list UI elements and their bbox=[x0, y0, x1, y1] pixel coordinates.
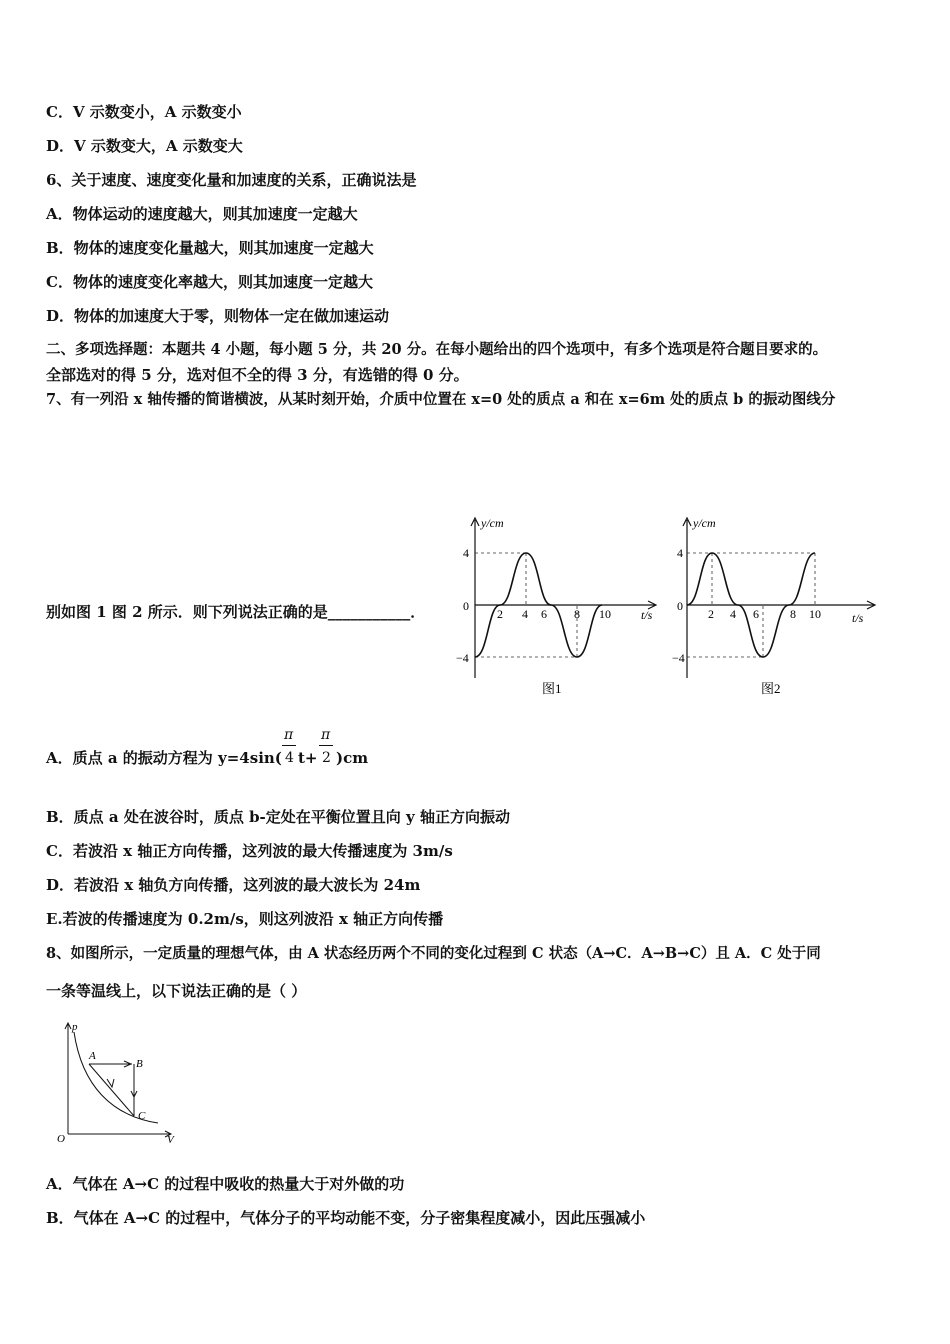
question-7: 7、有一列沿 x 轴传播的简谐横波，从某时刻开始，介质中位置在 x=0 处的质点 a 和在 x=6m 处的质点 b 的振动图线分 bbox=[46, 391, 836, 408]
option-b-q7: B．质点 a 处在波谷时，质点 b-定处在平衡位置且向 y 轴正方向振动 bbox=[46, 808, 510, 826]
option-b-q8: B．气体在 A→C 的过程中，气体分子的平均动能不变，分子密集程度减小，因此压强减小 bbox=[46, 1209, 646, 1227]
graph1-xtick-4: 4 bbox=[522, 607, 528, 621]
graph1-ytick-4: 4 bbox=[463, 546, 469, 560]
option-b-q6: B．物体的速度变化量越大，则其加速度一定越大 bbox=[46, 239, 374, 257]
question-6: 6、关于速度、速度变化量和加速度的关系，正确说法是 bbox=[46, 171, 417, 189]
graph2-ylabel: y/cm bbox=[693, 516, 716, 530]
pv-origin: O bbox=[57, 1133, 65, 1145]
option-a-q6: A．物体运动的速度越大，则其加速度一定越大 bbox=[46, 205, 358, 223]
frac2-bar bbox=[319, 745, 333, 746]
graph2-xlabel: t/s bbox=[852, 611, 864, 625]
option-a-q7-t: t+ bbox=[298, 749, 318, 767]
graph2-xtick-6: 6 bbox=[753, 607, 759, 621]
graph1-xtick-2: 2 bbox=[497, 607, 503, 621]
option-e-q7: E.若波的传播速度为 0.2m/s，则这列波沿 x 轴正方向传播 bbox=[46, 910, 444, 928]
option-c-q7: C．若波沿 x 轴正方向传播，这列波的最大传播速度为 3m/s bbox=[46, 842, 453, 860]
option-a-q8: A．气体在 A→C 的过程中吸收的热量大于对外做的功 bbox=[46, 1175, 405, 1193]
pv-axis-v: V bbox=[167, 1134, 174, 1146]
vibration-graph-2 bbox=[672, 512, 882, 704]
graph2-ytick-neg4: −4 bbox=[672, 651, 685, 665]
section-scoring: 全部选对的得 5 分，选对但不全的得 3 分，有选错的得 0 分。 bbox=[46, 366, 469, 384]
section-header: 二、多项选择题：本题共 4 小题，每小题 5 分，共 20 分。在每小题给出的四个选项中，有多个选项是符合题目要求的。 bbox=[46, 341, 828, 358]
question-8-cont: 一条等温线上，以下说法正确的是（ ） bbox=[46, 982, 307, 1000]
graph2-xtick-2: 2 bbox=[708, 607, 714, 621]
pv-point-a: A bbox=[89, 1050, 96, 1062]
frac2-denominator: 2 bbox=[322, 750, 331, 766]
pv-point-c: C bbox=[138, 1110, 146, 1122]
option-d-q7: D．若波沿 x 轴负方向传播，这列波的最大波长为 24m bbox=[46, 876, 421, 894]
graph1-caption: 图1 bbox=[542, 681, 562, 696]
graph2-xtick-4: 4 bbox=[730, 607, 736, 621]
frac1-numerator: π bbox=[284, 727, 294, 743]
graph1-xtick-10: 10 bbox=[599, 607, 611, 621]
graph1-xtick-8: 8 bbox=[574, 607, 580, 621]
graph2-caption: 图2 bbox=[761, 681, 781, 696]
option-a-q7-prefix: A．质点 a 的振动方程为 y=4sin( bbox=[46, 749, 282, 767]
pv-axis-p: p bbox=[72, 1021, 78, 1033]
graph1-ytick-0: 0 bbox=[463, 599, 469, 613]
vibration-graph-1 bbox=[455, 512, 670, 704]
option-d-q5: D．V 示数变大，A 示数变大 bbox=[46, 137, 243, 155]
graph1-xtick-6: 6 bbox=[541, 607, 547, 621]
option-a-q7-suffix: )cm bbox=[336, 749, 369, 767]
pv-point-b: B bbox=[136, 1058, 143, 1070]
graph1-ylabel: y/cm bbox=[481, 516, 504, 530]
graph1-ytick-neg4: −4 bbox=[456, 651, 469, 665]
option-c-q6: C．物体的速度变化率越大，则其加速度一定越大 bbox=[46, 273, 373, 291]
graph2-ytick-4: 4 bbox=[677, 546, 683, 560]
frac1-denominator: 4 bbox=[285, 750, 294, 766]
option-c-q5: C．V 示数变小，A 示数变小 bbox=[46, 103, 242, 121]
frac2-numerator: π bbox=[321, 727, 331, 743]
graph2-xtick-8: 8 bbox=[790, 607, 796, 621]
graph2-ytick-0: 0 bbox=[677, 599, 683, 613]
pv-diagram bbox=[52, 1016, 182, 1148]
question-8: 8、如图所示，一定质量的理想气体，由 A 状态经历两个不同的变化过程到 C 状态（A→C．A→B→C）且 A．C 处于同 bbox=[46, 945, 821, 962]
frac1-bar bbox=[282, 745, 296, 746]
question-7-cont: 别如图 1 图 2 所示．则下列说法正确的是___________． bbox=[46, 603, 426, 621]
graph1-xlabel: t/s bbox=[641, 608, 653, 622]
graph2-xtick-10: 10 bbox=[809, 607, 821, 621]
option-d-q6: D．物体的加速度大于零，则物体一定在做加速运动 bbox=[46, 307, 390, 325]
